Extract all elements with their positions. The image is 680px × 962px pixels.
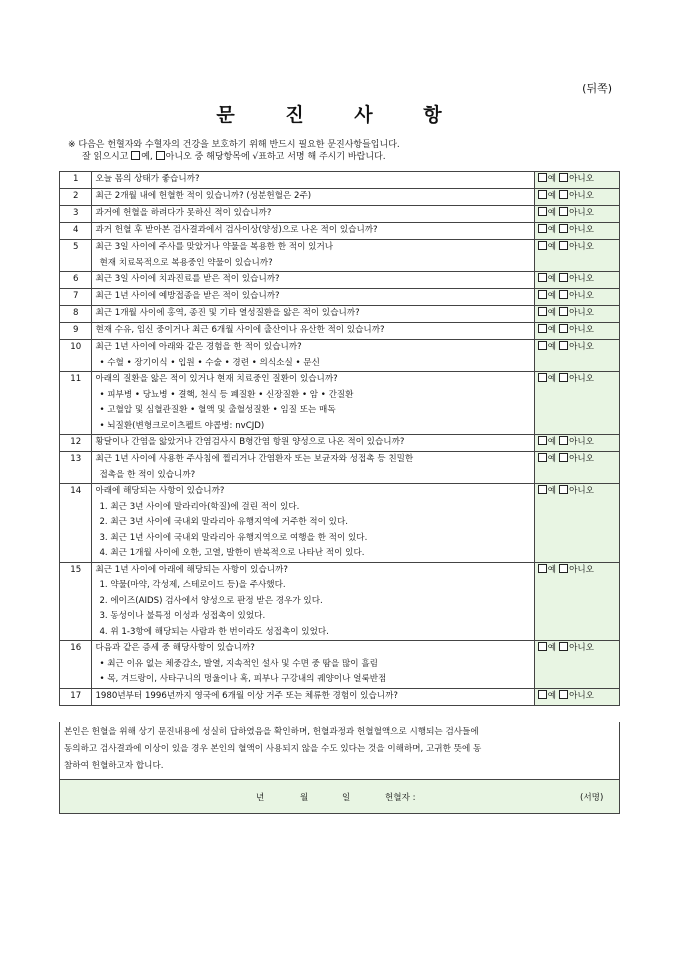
table-row bbox=[60, 340, 620, 372]
question-line: 2. 최근 3년 사이에 국내외 말라리아 유행지역에 거주한 적이 있다. bbox=[99, 517, 348, 527]
question-line: 3. 동성이나 불특정 이성과 성접촉이 있었다. bbox=[99, 611, 266, 621]
date-year-label[interactable]: 년 bbox=[256, 793, 265, 803]
question-line: 최근 3일 사이에 주사를 맞았거나 약물을 복용한 한 적이 있거나 bbox=[95, 242, 334, 252]
yes-checkbox[interactable] bbox=[538, 190, 547, 199]
table-row bbox=[60, 484, 620, 563]
question-line: • 뇌질환(변형크로이츠펠트 야콥병: nvCJD) bbox=[99, 420, 265, 431]
question-text bbox=[92, 562, 534, 641]
question-line: 1. 최근 3년 사이에 말라리아(학질)에 걸린 적이 있다. bbox=[99, 501, 300, 512]
question-line: 3. 최근 1년 사이에 국내외 말라리아 유행지역으로 여행을 한 적이 있다. bbox=[99, 532, 368, 543]
page-title: 문 진 사 항 bbox=[216, 104, 464, 126]
yes-checkbox[interactable] bbox=[538, 173, 547, 182]
question-number: 5 bbox=[60, 240, 92, 272]
question-text bbox=[92, 484, 534, 563]
table-row bbox=[60, 206, 620, 223]
no-checkbox[interactable] bbox=[559, 207, 568, 216]
no-label: 아니오 bbox=[569, 242, 594, 252]
answer-cell bbox=[534, 435, 619, 452]
question-number: 16 bbox=[60, 641, 92, 689]
yes-checkbox[interactable] bbox=[538, 207, 547, 216]
yes-checkbox[interactable] bbox=[538, 241, 547, 250]
question-line: 최근 1년 사이에 사용한 주사침에 찔리거나 간염환자 또는 보균자와 성접촉 등 친밀한 bbox=[95, 454, 414, 464]
question-number: 3 bbox=[60, 206, 92, 223]
question-text bbox=[92, 372, 534, 435]
date-day-label[interactable]: 일 bbox=[342, 793, 351, 803]
no-checkbox[interactable] bbox=[559, 224, 568, 233]
answer-cell bbox=[534, 323, 619, 340]
answer-cell bbox=[534, 240, 619, 272]
question-text bbox=[92, 323, 534, 340]
no-label: 아니오 bbox=[569, 342, 594, 352]
no-checkbox[interactable] bbox=[559, 690, 568, 699]
yes-label: 예 bbox=[547, 174, 557, 184]
question-line: • 최근 이유 없는 체중감소, 발열, 지속적인 설사 및 수면 중 땀을 많이 흘림 bbox=[99, 658, 378, 669]
question-number: 7 bbox=[60, 289, 92, 306]
yes-label: 예 bbox=[547, 242, 557, 252]
no-checkbox[interactable] bbox=[559, 373, 568, 382]
no-label: 아니오 bbox=[569, 486, 594, 496]
no-checkbox[interactable] bbox=[559, 190, 568, 199]
question-line: • 고혈압 및 심혈관질환 • 혈액 및 출혈성질환 • 임질 또는 매독 bbox=[99, 405, 336, 415]
no-label: 아니오 bbox=[569, 437, 594, 447]
yes-checkbox[interactable] bbox=[538, 341, 547, 350]
question-line: 다음과 같은 증세 중 해당사항이 있습니까? bbox=[95, 643, 255, 653]
checkbox-sample-icon bbox=[131, 151, 140, 160]
answer-cell bbox=[534, 484, 619, 563]
table-row bbox=[60, 223, 620, 240]
question-line: 과거 헌혈 후 받아본 검사결과에서 검사이상(양성)으로 나온 적이 있습니까? bbox=[95, 225, 378, 235]
question-line: 1980년부터 1996년까지 영국에 6개월 이상 거주 또는 체류한 경험이 있습니까? bbox=[95, 690, 398, 701]
no-checkbox[interactable] bbox=[559, 290, 568, 299]
consent-line: 동의하고 검사결과에 이상이 있을 경우 본인의 혈액이 사용되지 않을 수도 있다는 것을 이해하며, 고귀한 뜻에 동 bbox=[64, 744, 482, 754]
yes-label: 예 bbox=[547, 191, 557, 201]
yes-label: 예 bbox=[547, 437, 557, 447]
no-label: 아니오 bbox=[569, 174, 594, 184]
table-row bbox=[60, 323, 620, 340]
answer-cell bbox=[534, 289, 619, 306]
table-row bbox=[60, 240, 620, 272]
yes-checkbox[interactable] bbox=[538, 642, 547, 651]
consent-line: 참하여 헌혈하고자 합니다. bbox=[64, 761, 164, 771]
answer-cell bbox=[534, 306, 619, 323]
consent-line: 본인은 헌혈을 위해 상기 문진내용에 성실히 답하였음을 확인하며, 헌혈과정과 헌혈혈액으로 시행되는 검사들에 bbox=[64, 727, 479, 737]
yes-checkbox[interactable] bbox=[538, 564, 547, 573]
yes-label: 예 bbox=[547, 690, 557, 701]
donor-name-label[interactable]: 헌혈자 : bbox=[385, 793, 416, 803]
table-row bbox=[60, 641, 620, 689]
question-text bbox=[92, 289, 534, 306]
question-text bbox=[92, 189, 534, 206]
no-label: 아니오 bbox=[569, 690, 594, 701]
question-line: 최근 1년 사이에 아래와 같은 경험을 한 적이 있습니까? bbox=[95, 342, 302, 352]
question-text bbox=[92, 452, 534, 484]
no-label: 아니오 bbox=[569, 564, 594, 575]
page-label: (뒤쪽) bbox=[582, 82, 612, 95]
question-text bbox=[92, 272, 534, 289]
question-number: 17 bbox=[60, 688, 92, 705]
answer-cell bbox=[534, 452, 619, 484]
table-row bbox=[60, 435, 620, 452]
yes-checkbox[interactable] bbox=[538, 373, 547, 382]
question-line: 아래에 해당되는 사항이 있습니까? bbox=[95, 486, 225, 496]
answer-cell bbox=[534, 641, 619, 689]
no-label: 아니오 bbox=[569, 191, 594, 201]
answer-cell bbox=[534, 206, 619, 223]
question-text bbox=[92, 306, 534, 323]
question-number: 10 bbox=[60, 340, 92, 372]
yes-label: 예 bbox=[547, 274, 557, 284]
question-line: 현재 치료목적으로 복용중인 약물이 있습니까? bbox=[99, 257, 273, 268]
notice-line-2: 잘 읽으시고 예, 아니오 중 해당항목에 √표하고 서명 해 주시기 바랍니다. bbox=[82, 152, 386, 162]
table-row bbox=[60, 272, 620, 289]
question-number: 11 bbox=[60, 372, 92, 435]
questionnaire-table bbox=[59, 171, 620, 706]
no-label: 아니오 bbox=[569, 454, 594, 464]
question-line: 최근 2개월 내에 헌혈한 적이 있습니까? (성분헌혈은 2주) bbox=[95, 191, 312, 201]
question-line: 현재 수유, 임신 중이거나 최근 6개월 사이에 출산이나 유산한 적이 있습니까? bbox=[95, 325, 385, 335]
no-label: 아니오 bbox=[569, 325, 594, 335]
question-text bbox=[92, 340, 534, 372]
answer-cell bbox=[534, 372, 619, 435]
question-line: • 피부병 • 당뇨병 • 결핵, 천식 등 폐질환 • 신장질환 • 암 • 간질환 bbox=[99, 389, 354, 400]
signature-row bbox=[59, 780, 620, 814]
question-number: 13 bbox=[60, 452, 92, 484]
signature-label[interactable]: (서명) bbox=[580, 793, 604, 803]
question-line: 1. 약물(마약, 각성제, 스테로이드 등)을 주사했다. bbox=[99, 580, 286, 590]
no-checkbox[interactable] bbox=[559, 485, 568, 494]
no-checkbox[interactable] bbox=[559, 642, 568, 651]
no-checkbox[interactable] bbox=[559, 273, 568, 282]
question-number: 2 bbox=[60, 189, 92, 206]
yes-label: 예 bbox=[547, 374, 557, 384]
question-line: • 목, 겨드랑이, 사타구니의 멍울이나 혹, 피부나 구강내의 궤양이나 얼룩반점 bbox=[99, 674, 387, 684]
question-text bbox=[92, 172, 534, 189]
answer-cell bbox=[534, 562, 619, 641]
yes-checkbox[interactable] bbox=[538, 453, 547, 462]
question-line: 접촉을 한 적이 있습니까? bbox=[99, 469, 196, 480]
table-row bbox=[60, 289, 620, 306]
table-row bbox=[60, 172, 620, 189]
notice bbox=[68, 140, 628, 163]
question-line: 4. 위 1-3항에 해당되는 사람과 한 번이라도 성접촉이 있었다. bbox=[99, 626, 329, 637]
answer-cell bbox=[534, 340, 619, 372]
yes-label: 예 bbox=[547, 486, 557, 496]
question-text bbox=[92, 435, 534, 452]
question-line: 과거에 헌혈을 하려다가 못하신 적이 있습니까? bbox=[95, 208, 272, 218]
table-row bbox=[60, 189, 620, 206]
answer-cell bbox=[534, 272, 619, 289]
no-checkbox[interactable] bbox=[559, 341, 568, 350]
yes-checkbox[interactable] bbox=[538, 485, 547, 494]
question-line: • 수혈 • 장기이식 • 입원 • 수술 • 경련 • 의식소실 • 문신 bbox=[99, 357, 320, 368]
question-line: 최근 1년 사이에 예방접종을 받은 적이 있습니까? bbox=[95, 291, 280, 301]
table-row bbox=[60, 306, 620, 323]
yes-label: 예 bbox=[547, 325, 557, 335]
notice-line-1: ※ 다음은 헌혈자와 수혈자의 건강을 보호하기 위해 반드시 필요한 문진사항들입니다. bbox=[68, 140, 400, 150]
date-month-label[interactable]: 월 bbox=[300, 793, 309, 803]
yes-label: 예 bbox=[547, 454, 557, 464]
yes-label: 예 bbox=[547, 208, 557, 218]
answer-cell bbox=[534, 189, 619, 206]
no-checkbox[interactable] bbox=[559, 453, 568, 462]
question-number: 12 bbox=[60, 435, 92, 452]
no-checkbox[interactable] bbox=[559, 241, 568, 250]
question-text bbox=[92, 688, 534, 705]
question-line: 2. 에이즈(AIDS) 검사에서 양성으로 판정 받은 경우가 있다. bbox=[99, 595, 323, 606]
no-label: 아니오 bbox=[569, 291, 594, 301]
question-line: 최근 1년 사이에 아래에 해당되는 사항이 있습니까? bbox=[95, 564, 288, 575]
question-text bbox=[92, 240, 534, 272]
answer-cell bbox=[534, 172, 619, 189]
checkbox-sample-icon bbox=[156, 151, 165, 160]
yes-label: 예 bbox=[547, 342, 557, 352]
no-checkbox[interactable] bbox=[559, 324, 568, 333]
yes-checkbox[interactable] bbox=[538, 436, 547, 445]
question-number: 6 bbox=[60, 272, 92, 289]
no-checkbox[interactable] bbox=[559, 564, 568, 573]
yes-label: 예 bbox=[547, 564, 557, 575]
table-row bbox=[60, 688, 620, 705]
yes-checkbox[interactable] bbox=[538, 324, 547, 333]
question-number: 8 bbox=[60, 306, 92, 323]
yes-label: 예 bbox=[547, 291, 557, 301]
question-number: 4 bbox=[60, 223, 92, 240]
yes-checkbox[interactable] bbox=[538, 224, 547, 233]
question-number: 1 bbox=[60, 172, 92, 189]
no-label: 아니오 bbox=[569, 308, 594, 318]
question-line: 황달이나 간염을 앓았거나 간염검사시 B형간염 항원 양성으로 나온 적이 있습니까? bbox=[95, 437, 405, 447]
no-label: 아니오 bbox=[569, 225, 594, 235]
yes-label: 예 bbox=[547, 308, 557, 318]
yes-label: 예 bbox=[547, 643, 557, 653]
no-label: 아니오 bbox=[569, 643, 594, 653]
question-line: 최근 1개월 사이에 홍역, 종진 및 기타 열성질환을 앓은 적이 있습니까? bbox=[95, 308, 360, 318]
yes-checkbox[interactable] bbox=[538, 690, 547, 699]
no-checkbox[interactable] bbox=[559, 173, 568, 182]
answer-cell bbox=[534, 223, 619, 240]
question-number: 9 bbox=[60, 323, 92, 340]
question-number: 15 bbox=[60, 562, 92, 641]
no-checkbox[interactable] bbox=[559, 436, 568, 445]
no-label: 아니오 bbox=[569, 274, 594, 284]
question-text bbox=[92, 206, 534, 223]
answer-cell bbox=[534, 688, 619, 705]
question-text bbox=[92, 223, 534, 240]
question-number: 14 bbox=[60, 484, 92, 563]
no-label: 아니오 bbox=[569, 374, 594, 384]
question-line: 오늘 몸의 상태가 좋습니까? bbox=[95, 174, 200, 184]
yes-checkbox[interactable] bbox=[538, 273, 547, 282]
table-row bbox=[60, 562, 620, 641]
question-text bbox=[92, 641, 534, 689]
table-row bbox=[60, 372, 620, 435]
question-line: 4. 최근 1개월 사이에 오한, 고열, 발한이 반복적으로 나타난 적이 있다. bbox=[99, 548, 365, 558]
question-line: 최근 3일 사이에 치과진료를 받은 적이 있습니까? bbox=[95, 274, 280, 284]
no-checkbox[interactable] bbox=[559, 307, 568, 316]
consent-statement bbox=[59, 722, 620, 780]
question-line: 아래의 질환을 앓은 적이 있거나 현재 치료중인 질환이 있습니까? bbox=[95, 374, 338, 384]
yes-checkbox[interactable] bbox=[538, 290, 547, 299]
table-row bbox=[60, 452, 620, 484]
no-label: 아니오 bbox=[569, 208, 594, 218]
yes-label: 예 bbox=[547, 225, 557, 235]
yes-checkbox[interactable] bbox=[538, 307, 547, 316]
